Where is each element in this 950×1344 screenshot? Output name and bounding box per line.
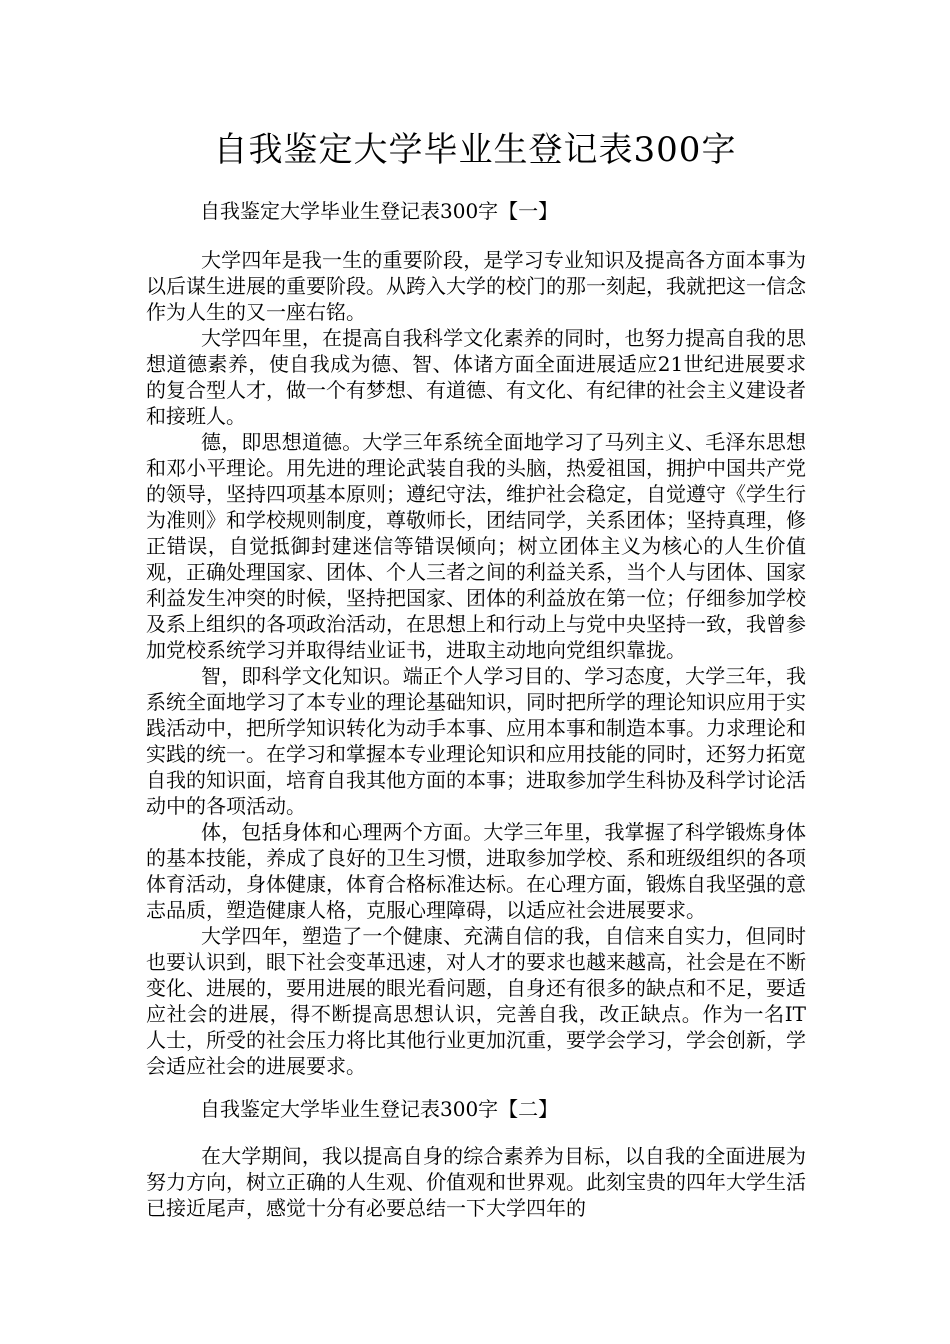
paragraph: 大学四年，塑造了一个健康、充满自信的我，自信来自实力，但同时也要认识到，眼下社会变革迅速，对人才的要求也越来越高，社会是在不断变化、进展的，要用进展的眼光看问题，自身还有很多的缺点和不足，要适应社会的进展，得不断提高思想认识，完善自我，改正缺点。作为一名IT人士，所受的社会压力将比其他行业更加沉重，要学会学习，学会创新，学会适应社会的进展要求。: [146, 924, 806, 1078]
paragraph: 体，包括身体和心理两个方面。大学三年里，我掌握了科学锻炼身体的基本技能，养成了良好的卫生习惯，进取参加学校、系和班级组织的各项体育活动，身体健康，体育合格标准达标。在心理方面，锻炼自我坚强的意志品质，塑造健康人格，克服心理障碍，以适应社会进展要求。: [146, 820, 806, 922]
paragraph: 在大学期间，我以提高自身的综合素养为目标，以自我的全面进展为努力方向，树立正确的人生观、价值观和世界观。此刻宝贵的四年大学生活已接近尾声，感觉十分有必要总结一下大学四年的: [146, 1144, 806, 1220]
section-heading-1: 自我鉴定大学毕业生登记表300字【一】: [200, 199, 559, 223]
paragraph: 大学四年是我一生的重要阶段，是学习专业知识及提高各方面本事为以后谋生进展的重要阶段。从跨入大学的校门的那一刻起，我就把这一信念作为人生的又一座右铭。: [146, 248, 806, 324]
document-title: 自我鉴定大学毕业生登记表300字: [213, 130, 737, 170]
section-heading-2: 自我鉴定大学毕业生登记表300字【二】: [200, 1097, 559, 1121]
section-body-2: [146, 1143, 806, 1221]
paragraph: 德，即思想道德。大学三年系统全面地学习了马列主义、毛泽东思想和邓小平理论。用先进的理论武装自我的头脑，热爱祖国，拥护中国共产党的领导，坚持四项基本原则；遵纪守法，维护社会稳定，自觉遵守《学生行为准则》和学校规则制度，尊敬师长，团结同学，关系团体；坚持真理，修正错误，自觉抵御封建迷信等错误倾向；树立团体主义为核心的人生价值观，正确处理国家、团体、个人三者之间的利益关系，当个人与团体、国家利益发生冲突的时候，坚持把国家、团体的利益放在第一位；仔细参加学校及系上组织的各项政治活动，在思想上和行动上与党中央坚持一致，我曾参加党校系统学习并取得结业证书，进取主动地向党组织靠拢。: [146, 430, 806, 662]
section-body-1: [146, 247, 806, 1079]
paragraph: 大学四年里，在提高自我科学文化素养的同时，也努力提高自我的思想道德素养，使自我成为德、智、体诸方面全面进展适应21世纪进展要求的复合型人才，做一个有梦想、有道德、有文化、有纪律的社会主义建设者和接班人。: [146, 326, 806, 428]
paragraph: 智，即科学文化知识。端正个人学习目的、学习态度，大学三年，我系统全面地学习了本专业的理论基础知识，同时把所学的理论知识应用于实践活动中，把所学知识转化为动手本事、应用本事和制造本事。力求理论和实践的统一。在学习和掌握本专业理论知识和应用技能的同时，还努力拓宽自我的知识面，培育自我其他方面的本事；进取参加学生科协及科学讨论活动中的各项活动。: [146, 664, 806, 818]
